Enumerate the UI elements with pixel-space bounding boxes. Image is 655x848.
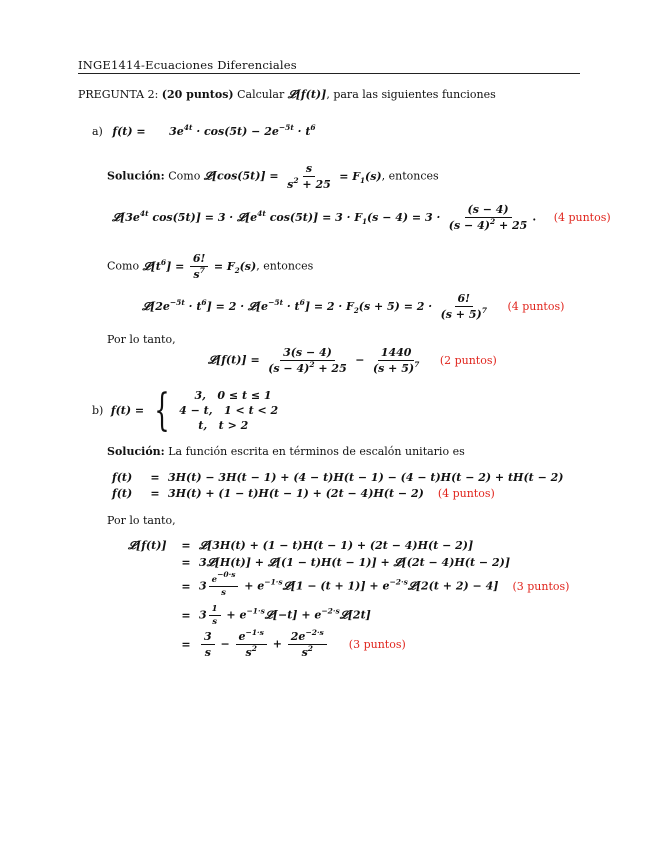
part-b-laplace-derivation: 𝓛[f(t)] = 𝓛[3H(t) + (1 − t)H(t − 1) + (2t − 4)H(t − 2)] = 3𝓛[H(t)] + 𝓛[(1 − t)H(t − 1)] + 𝓛[(2t − 4)H(t − 2)] = 3 $\frac{e^{-0\cdot s}}{s}$ + $e^{-1\cdot s}𝓛[1 - (t + 1)]$ + $e^{-2\cdot s}𝓛[2(t + 2) - 4]$ (3 puntos) = 3 $\frac{1}{s}$ + $e^{-1\cdot s}𝓛[-t]$ + $e^{-2\cdot s}𝓛[2t]$ = $\frac{3}{s}$ − $\frac{e^{-1\cdot s}}{s^2}$ + $\frac{2e^{-2\cdot s}}{s^2}$ (3 puntos) [128, 538, 570, 659]
points-a1: (4 puntos) [553, 210, 611, 224]
part-a-solution-line1: Solución: Como 𝓛[cos(5t)] = $\frac{s}{s^2 + 25}$ = $F_1(s)$, entonces [107, 162, 439, 191]
part-a-por-lo-tanto: Por lo tanto, [107, 333, 176, 346]
como-text: Como [168, 169, 201, 183]
points-b2: (3 puntos) [512, 579, 570, 593]
entonces-text: , entonces [381, 169, 439, 183]
part-a-solucion-label: Solución: [107, 169, 165, 183]
points-b3: (3 puntos) [348, 637, 406, 651]
laplace-expr: 𝓛[f(t)] [287, 88, 327, 101]
part-a-label: a) [92, 125, 103, 138]
points-a3: (2 puntos) [439, 353, 497, 367]
entonces-text-2: , entonces [256, 259, 314, 273]
course-header: INGE1414-Ecuaciones Diferenciales [78, 58, 297, 72]
part-b-solution-line [107, 445, 465, 458]
part-a-result: 𝓛[f(t)] = $\frac{3(s - 4)}{(s - 4)^2 + 25}$ − $\frac{1440}{(s + 5)^7}$ (2 puntos) [208, 346, 497, 375]
part-a-eq1: $𝓛[3e^{4t}$ $\cos(5t)] = 3 \cdot 𝓛[e^{4t}$ $\cos(5t)] = 3 \cdot F_1(s - 4) = 3$ · $\frac{(s - 4)}{(s - 4)^2 + 25}$ . (4 puntos) [112, 203, 611, 232]
points-a2: (4 puntos) [507, 299, 565, 313]
points-b1: (4 puntos) [437, 486, 495, 500]
part-b-step-eqs: f(t) = 3H(t) − 3H(t − 1) + (4 − t)H(t − 1) − (4 − t)H(t − 2) + tH(t − 2) f(t) = 3H(t) + (1 − t)H(t − 1) + (2t − 4)H(t − 2) (4 puntos) [112, 470, 564, 500]
header-rule [78, 73, 580, 74]
part-b-statement: b) f(t) = { 3, 0 ≤ t ≤ 1 4 − t, 1 < t < 2 t, t > 2 [92, 384, 279, 436]
part-b-por-lo-tanto: Por lo tanto, [107, 514, 176, 527]
part-a-como-t6: Como $𝓛[t^6]$ = $\frac{6!}{s^7}$ = $F_2(s)$, entonces [107, 252, 314, 281]
question-text-pre: Calcular [237, 88, 285, 101]
part-b-label: b) [92, 404, 104, 417]
part-b-solucion-text: La función escrita en términos de escalón unitario es [168, 445, 465, 458]
question-points: (20 puntos) [161, 88, 234, 101]
part-b-solucion-label: Solución: [107, 445, 165, 458]
part-a-eq2: $𝓛[2e^{-5t} \cdot t^6] = 2$ · $𝓛[e^{-5t} \cdot t^6] = 2 \cdot F_2(s + 5) = 2$ · $\frac{6!}{(s + 5)^7}$ (4 puntos) [142, 292, 565, 321]
como-text-2: Como [107, 259, 140, 273]
question-statement [78, 88, 496, 102]
question-label: PREGUNTA 2: [78, 88, 159, 101]
part-a-statement: a) $f(t) = 3e^{4t} \cdot \cos(5t) - 2e^{-5t} \cdot t^6$ [92, 123, 316, 138]
question-text-post: , para las siguientes funciones [326, 88, 496, 101]
